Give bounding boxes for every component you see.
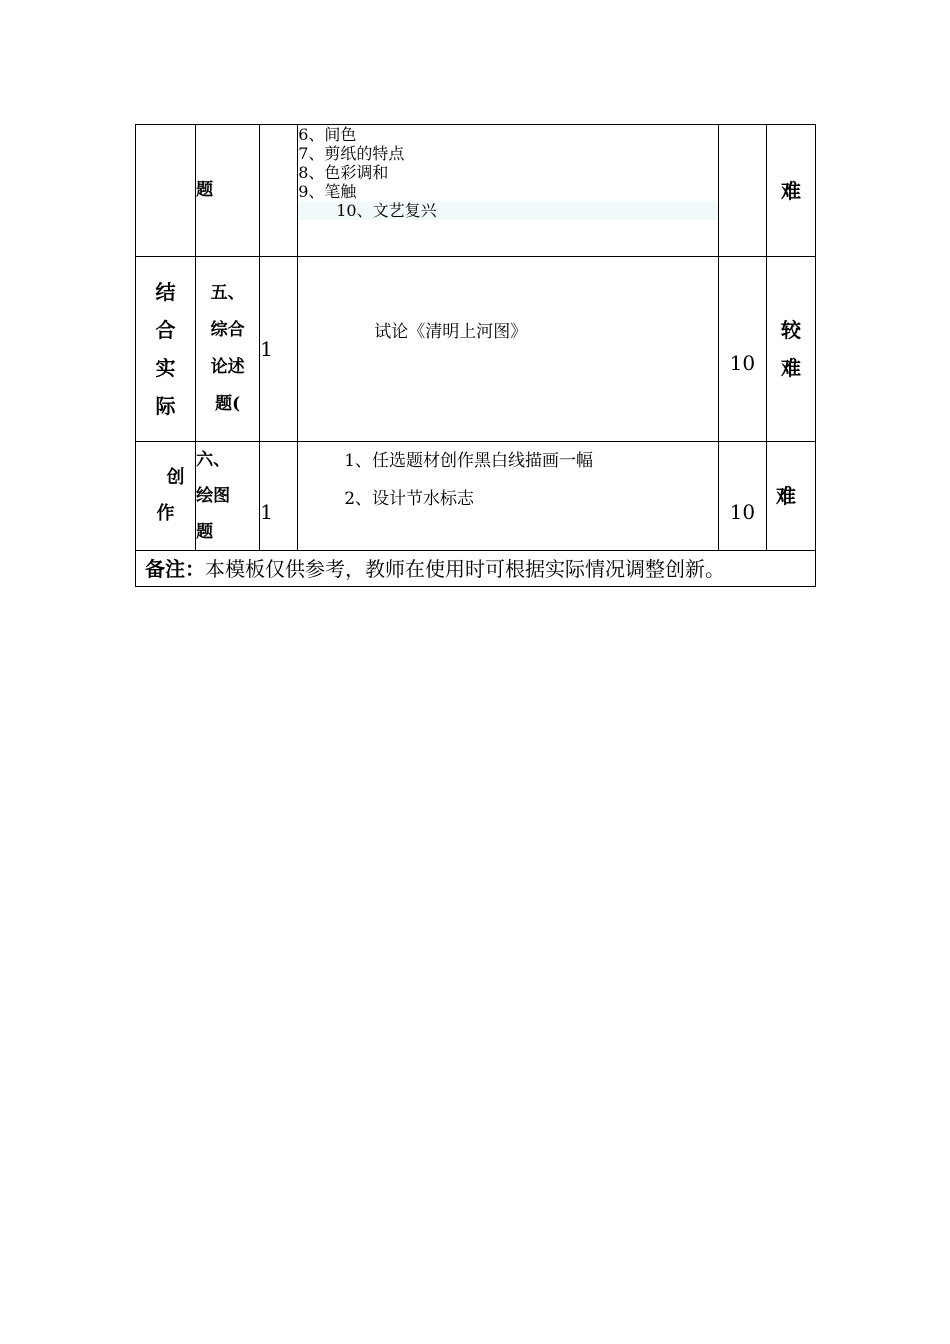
- type-cell: [196, 442, 260, 551]
- type-label-line: 题(: [215, 394, 241, 414]
- type-label-line: 绘图: [196, 486, 231, 506]
- difficulty-char: 难: [780, 356, 801, 380]
- note-cell: [136, 551, 816, 587]
- list-item: 7、剪纸的特点: [298, 144, 405, 163]
- type-cell: [196, 125, 260, 257]
- table-row: [136, 442, 816, 551]
- question-count: 1: [260, 337, 273, 361]
- list-item: 6、间色: [298, 125, 357, 144]
- table-row: [136, 551, 816, 587]
- highlighted-list-item: 10、文艺复兴: [298, 201, 718, 220]
- score-value: 10: [729, 500, 756, 524]
- score-cell: [718, 442, 766, 551]
- difficulty-label: 难: [775, 484, 796, 508]
- content-cell: [298, 442, 719, 551]
- category-char: 合: [155, 318, 176, 342]
- question-text: 试论《清明上河图》: [374, 322, 528, 342]
- category-char: 结: [155, 280, 176, 304]
- type-label-line: 六、: [196, 450, 231, 470]
- difficulty-cell: [766, 125, 815, 257]
- list-item: 9、笔触: [298, 182, 357, 201]
- type-label-line: 五、: [210, 283, 245, 303]
- difficulty-cell: [766, 442, 815, 551]
- type-label-line: 论述: [210, 357, 245, 377]
- score-value: 10: [729, 351, 756, 375]
- difficulty-label: 难: [780, 178, 801, 203]
- content-cell: [298, 125, 719, 257]
- list-item: 2、设计节水标志: [344, 489, 475, 509]
- list-item: 1、任选题材创作黑白线描画一幅: [344, 451, 594, 471]
- category-cell: [136, 125, 196, 257]
- table-row: [136, 125, 816, 257]
- difficulty-char: 较: [780, 318, 801, 342]
- score-cell: [718, 125, 766, 257]
- table-row: [136, 257, 816, 442]
- category-char: 际: [155, 394, 176, 418]
- count-cell: [260, 257, 298, 442]
- list-item: 8、色彩调和: [298, 163, 389, 182]
- category-cell: [136, 257, 196, 442]
- count-cell: [260, 442, 298, 551]
- type-cell: [196, 257, 260, 442]
- category-char: 实: [155, 356, 176, 380]
- content-cell: [298, 257, 719, 442]
- count-cell: [260, 125, 298, 257]
- difficulty-cell: [766, 257, 815, 442]
- type-label-line: 综合: [210, 320, 245, 340]
- category-cell: [136, 442, 196, 551]
- note-label: 备注：: [145, 556, 205, 581]
- category-char: 作: [156, 503, 175, 524]
- type-label: 题: [196, 180, 214, 200]
- type-label-line: 题: [196, 522, 214, 542]
- exam-spec-table: [135, 124, 816, 587]
- score-cell: [718, 257, 766, 442]
- category-char: 创: [166, 467, 185, 488]
- question-count: 1: [260, 500, 273, 524]
- note-text: 本模板仅供参考，教师在使用时可根据实际情况调整创新。: [205, 556, 725, 581]
